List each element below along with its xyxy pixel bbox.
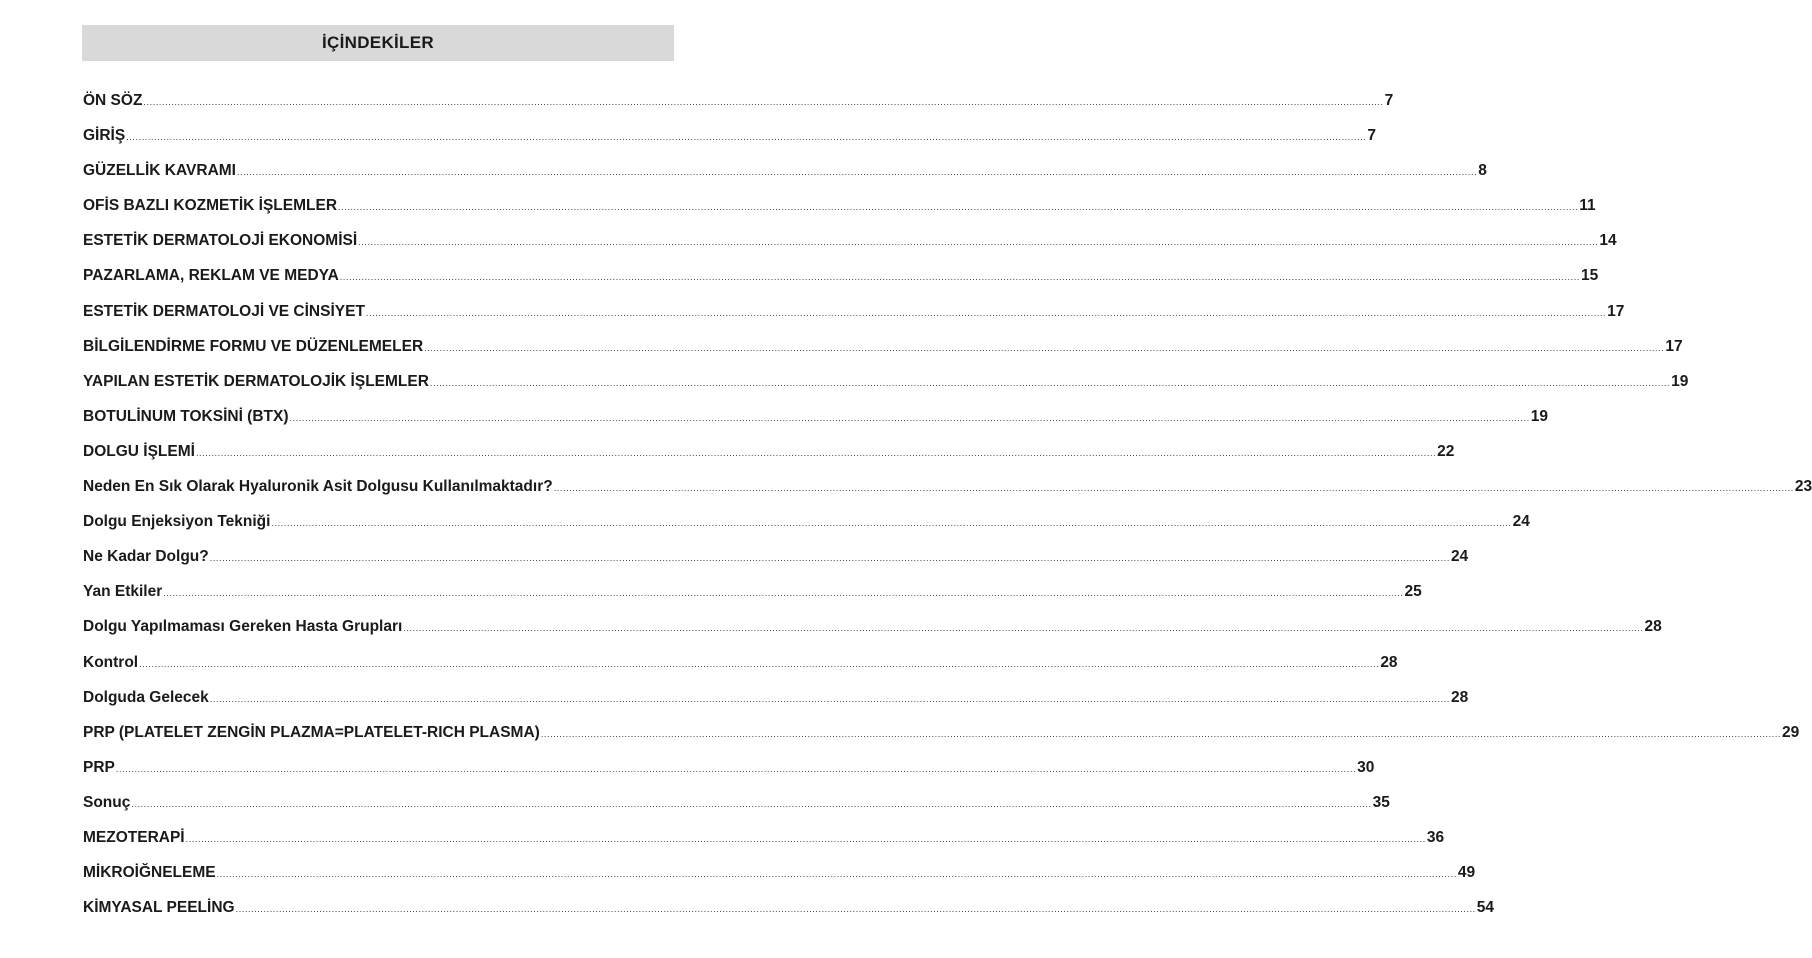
toc-entry[interactable] — [83, 578, 1422, 613]
toc-entry-title: Sonuç — [83, 793, 131, 811]
toc-entry[interactable] — [83, 403, 1548, 438]
toc-entry[interactable] — [83, 227, 1617, 262]
toc-entry[interactable] — [83, 122, 1377, 157]
toc-entry-title: ESTETİK DERMATOLOJİ EKONOMİSİ — [83, 232, 358, 250]
dot-leader: ................................................................................................................................................................................................................................................................................................................................................................................................................ — [126, 132, 1367, 143]
toc-entry-page-number: 30 — [1357, 758, 1375, 776]
toc-entry-page-number: 54 — [1476, 899, 1495, 917]
toc-entry[interactable] — [83, 262, 1599, 297]
dot-leader: ................................................................................................................................................................................................................................................................................................................................................................................................................ — [339, 272, 1580, 283]
dot-leader: ................................................................................................................................................................................................................................................................................................................................................................................................................ — [131, 798, 1372, 809]
dot-leader: ................................................................................................................................................................................................................................................................................................................................................................................................................ — [209, 693, 1450, 704]
dot-leader: ................................................................................................................................................................................................................................................................................................................................................................................................................ — [271, 518, 1512, 529]
dot-leader: ................................................................................................................................................................................................................................................................................................................................................................................................................ — [185, 833, 1426, 844]
toc-entry[interactable] — [83, 473, 1812, 508]
toc-entry-page-number: 35 — [1372, 793, 1390, 811]
toc-entry-page-number: 17 — [1607, 302, 1625, 320]
toc-entry-page-number: 28 — [1380, 653, 1398, 671]
toc-entry[interactable] — [83, 613, 1662, 648]
toc-list — [83, 87, 1812, 929]
toc-entry-page-number: 29 — [1782, 723, 1800, 741]
toc-entry-title: DOLGU İŞLEMİ — [83, 442, 195, 460]
toc-entry[interactable] — [83, 438, 1455, 473]
toc-entry[interactable] — [83, 298, 1625, 333]
toc-entry-page-number: 8 — [1478, 162, 1487, 180]
toc-entry-page-number: 19 — [1530, 407, 1548, 425]
dot-leader: ................................................................................................................................................................................................................................................................................................................................................................................................................ — [209, 553, 1450, 564]
toc-entry-title: YAPILAN ESTETİK DERMATOLOJİK İŞLEMLER — [83, 372, 429, 390]
toc-entry-page-number: 17 — [1665, 337, 1683, 355]
toc-entry[interactable] — [83, 157, 1487, 192]
toc-entry-title: ESTETİK DERMATOLOJİ VE CİNSİYET — [83, 302, 365, 320]
toc-entry-page-number: 23 — [1794, 478, 1812, 496]
dot-leader: ................................................................................................................................................................................................................................................................................................................................................................................................................ — [236, 167, 1478, 178]
toc-entry-page-number: 25 — [1404, 583, 1422, 601]
dot-leader: ................................................................................................................................................................................................................................................................................................................................................................................................................ — [553, 483, 1794, 494]
dot-leader: ................................................................................................................................................................................................................................................................................................................................................................................................................ — [216, 869, 1457, 880]
toc-entry-title: BİLGİLENDİRME FORMU VE DÜZENLEMELER — [83, 337, 424, 355]
toc-entry-page-number: 19 — [1671, 372, 1689, 390]
toc-entry[interactable] — [83, 684, 1469, 719]
toc-entry-title: Neden En Sık Olarak Hyaluronik Asit Dolgusu Kullanılmaktadır? — [83, 478, 553, 496]
toc-entry-page-number: 28 — [1644, 618, 1662, 636]
dot-leader: ................................................................................................................................................................................................................................................................................................................................................................................................................ — [540, 728, 1782, 739]
toc-entry-title: PRP — [83, 758, 115, 776]
toc-entry-title: MEZOTERAPİ — [83, 828, 185, 846]
toc-entry-title: Dolguda Gelecek — [83, 688, 209, 706]
toc-entry[interactable] — [83, 789, 1390, 824]
toc-entry-title: Yan Etkiler — [83, 583, 163, 601]
toc-entry[interactable] — [83, 859, 1476, 894]
dot-leader: ................................................................................................................................................................................................................................................................................................................................................................................................................ — [235, 904, 1476, 915]
toc-entry[interactable] — [83, 368, 1689, 403]
toc-entry-page-number: 36 — [1426, 828, 1445, 846]
toc-entry[interactable] — [83, 192, 1596, 227]
toc-entry-title: GÜZELLİK KAVRAMI — [83, 162, 236, 180]
toc-entry-page-number: 11 — [1579, 197, 1596, 215]
dot-leader: ................................................................................................................................................................................................................................................................................................................................................................................................................ — [424, 342, 1665, 353]
toc-entry-page-number: 14 — [1599, 232, 1617, 250]
toc-entry[interactable] — [83, 754, 1375, 789]
dot-leader: ................................................................................................................................................................................................................................................................................................................................................................................................................ — [289, 412, 1530, 423]
toc-entry-title: GİRİŞ — [83, 127, 126, 145]
toc-entry[interactable] — [83, 543, 1469, 578]
dot-leader: ................................................................................................................................................................................................................................................................................................................................................................................................................ — [358, 237, 1599, 248]
toc-entry-title: MİKROİĞNELEME — [83, 864, 216, 882]
toc-entry[interactable] — [83, 894, 1495, 929]
dot-leader: ................................................................................................................................................................................................................................................................................................................................................................................................................ — [403, 623, 1644, 634]
toc-entry-title: Ne Kadar Dolgu? — [83, 548, 209, 566]
toc-entry-page-number: 24 — [1512, 513, 1530, 531]
toc-entry[interactable] — [83, 649, 1398, 684]
toc-entry-title: PAZARLAMA, REKLAM VE MEDYA — [83, 267, 339, 285]
toc-entry-page-number: 22 — [1437, 442, 1455, 460]
toc-entry[interactable] — [83, 824, 1445, 859]
toc-entry-page-number: 7 — [1367, 127, 1377, 145]
toc-entry-page-number: 7 — [1384, 92, 1394, 109]
dot-leader: ................................................................................................................................................................................................................................................................................................................................................................................................................ — [115, 763, 1357, 774]
dot-leader: ................................................................................................................................................................................................................................................................................................................................................................................................................ — [139, 658, 1380, 669]
toc-entry-title: Dolgu Yapılmaması Gereken Hasta Grupları — [83, 618, 403, 636]
toc-entry-page-number: 49 — [1457, 864, 1476, 882]
toc-entry-title: BOTULİNUM TOKSİNİ (BTX) — [83, 407, 289, 425]
toc-entry-title: Kontrol — [83, 653, 139, 671]
toc-entry-title: OFİS BAZLI KOZMETİK İŞLEMLER — [83, 197, 338, 215]
toc-entry-page-number: 15 — [1580, 267, 1599, 285]
toc-entry-title: KİMYASAL PEELİNG — [83, 899, 235, 917]
toc-entry[interactable] — [83, 508, 1530, 543]
dot-leader: ................................................................................................................................................................................................................................................................................................................................................................................................................ — [163, 588, 1404, 599]
dot-leader: ................................................................................................................................................................................................................................................................................................................................................................................................................ — [195, 447, 1437, 458]
toc-entry[interactable] — [83, 719, 1800, 754]
toc-entry[interactable] — [83, 333, 1683, 368]
toc-entry-page-number: 28 — [1450, 688, 1469, 706]
dot-leader: ................................................................................................................................................................................................................................................................................................................................................................................................................ — [143, 97, 1384, 107]
toc-heading: İÇİNDEKİLER — [322, 33, 434, 52]
toc-entry-page-number: 24 — [1450, 548, 1469, 566]
dot-leader: ................................................................................................................................................................................................................................................................................................................................................................................................................ — [429, 377, 1671, 388]
toc-entry-title: PRP (PLATELET ZENGİN PLAZMA=PLATELET-RICH PLASMA) — [83, 723, 540, 741]
dot-leader: ................................................................................................................................................................................................................................................................................................................................................................................................................ — [365, 307, 1607, 318]
toc-entry-title: Dolgu Enjeksiyon Tekniği — [83, 513, 271, 531]
toc-title-bar — [82, 25, 674, 61]
toc-entry[interactable] — [83, 87, 1394, 122]
toc-entry-title: ÖN SÖZ — [83, 92, 143, 109]
dot-leader: ................................................................................................................................................................................................................................................................................................................................................................................................................ — [338, 202, 1579, 213]
